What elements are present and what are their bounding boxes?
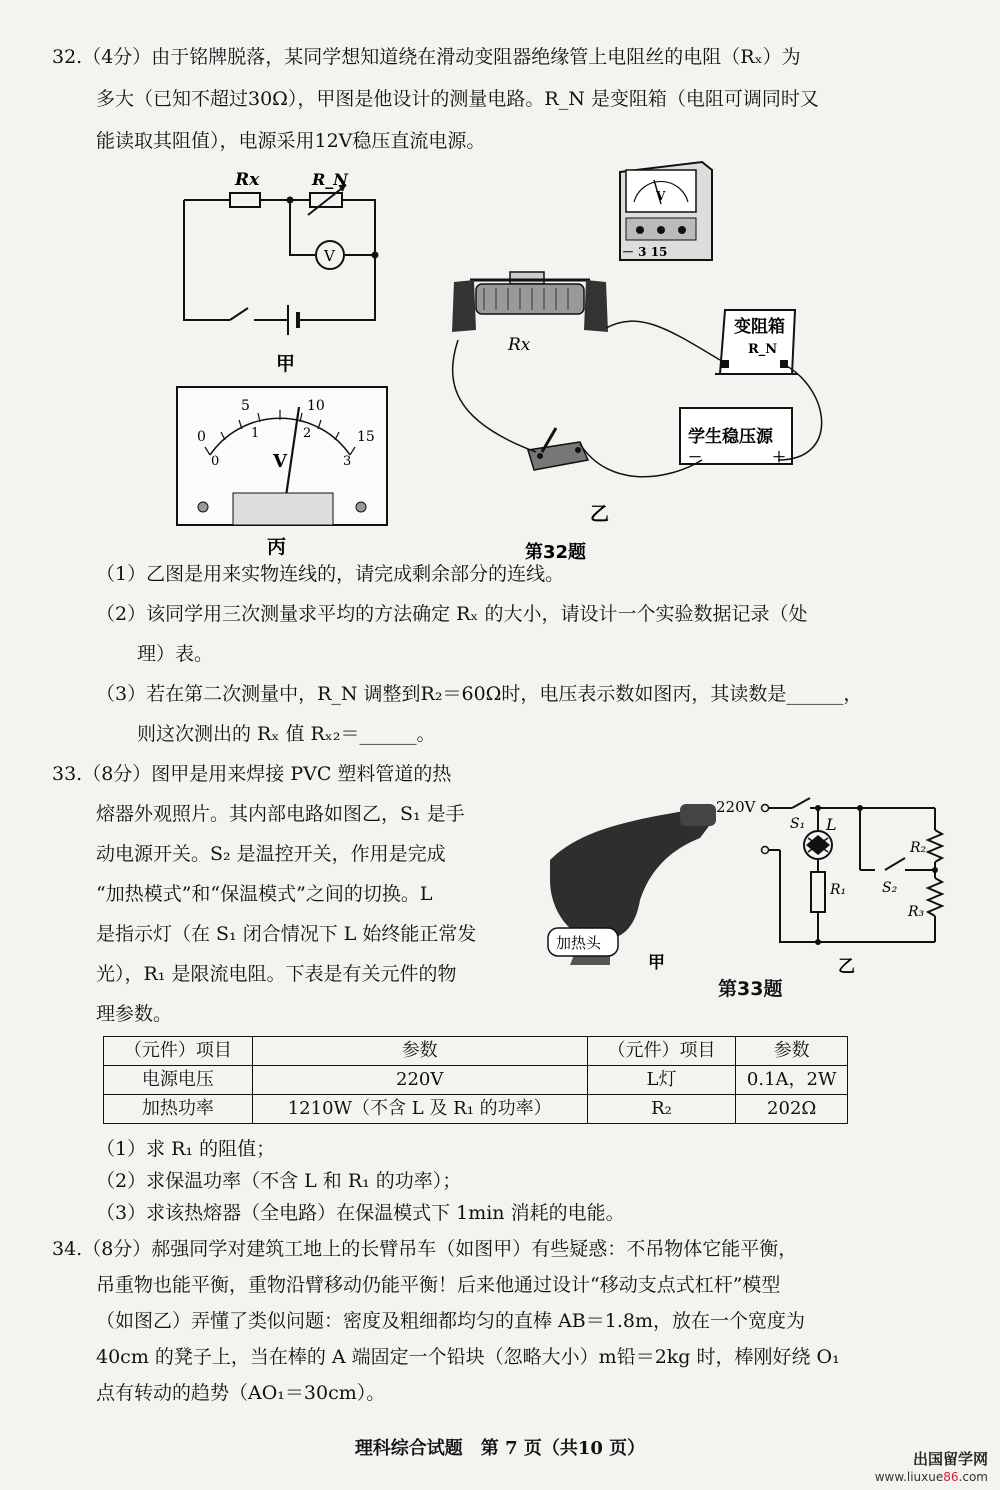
rx-physical-label: Rx (508, 335, 531, 355)
voltage-label: 220V (716, 798, 756, 816)
q34-line-4: 40cm 的凳子上，当在棒的 A 端固定一个铅块（忽略大小）m铅＝2kg 时，棒刚好绕 O₁ (96, 1346, 840, 1368)
q33-line-1: 33.（8分）图甲是用来焊接 PVC 塑料管道的热 (52, 763, 452, 785)
rx-label: Rx (235, 170, 260, 190)
figure-33-jia-label: 甲 (648, 953, 665, 973)
table-cell: 加热功率 (104, 1095, 253, 1124)
table-header-cell: （元件）项目 (587, 1037, 736, 1066)
q32-sub-2-cont: 理）表。 (137, 643, 214, 665)
dial-inner-0: 0 (211, 454, 220, 469)
q33-line-5: 是指示灯（在 S₁ 闭合情况下 L 始终能正常发 (96, 923, 477, 945)
q34-line-5: 点有转动的趋势（AO₁＝30cm）。 (96, 1382, 386, 1404)
dial-outer-15: 15 (357, 429, 375, 445)
q33-line-3: 动电源开关。S₂ 是温控开关，作用是完成 (96, 843, 446, 865)
dial-inner-2: 2 (303, 426, 312, 441)
table-cell: 1210W（不含 L 及 R₁ 的功率） (252, 1095, 587, 1124)
q32-sub-3: （3）若在第二次测量中，R_N 调整到R₂＝60Ω时，电压表示数如图丙，其读数是______， (96, 683, 863, 705)
watermark-url: www.liuxue86.com (874, 1470, 988, 1484)
table-cell: 202Ω (736, 1095, 848, 1124)
watermark-title: 出国留学网 (912, 1450, 988, 1468)
lamp-label: L (826, 815, 837, 834)
dial-outer-0: 0 (197, 429, 206, 445)
dial-inner-1: 1 (251, 426, 260, 441)
q32-line-1: 32.（4分）由于铭牌脱落，某同学想知道绕在滑动变阻器绝缘管上电阻丝的电阻（Rₓ）为 (52, 46, 801, 68)
page-footer: 理科综合试题 第 7 页（共10 页） (354, 1438, 646, 1459)
resistance-box-label: 变阻箱 (734, 317, 785, 337)
figure-33-yi-circuit (710, 790, 960, 980)
q33-line-7: 理参数。 (96, 1003, 173, 1025)
q32-line-2: 多大（已知不超过30Ω），甲图是他设计的测量电路。R_N 是变阻箱（电阻可调同时又 (96, 88, 819, 110)
dial-outer-5: 5 (241, 398, 250, 414)
q34-line-3: （如图乙）弄懂了类似问题：密度及粗细都均匀的直棒 AB＝1.8m，放在一个宽度为 (96, 1310, 805, 1332)
q32-sub-2: （2）该同学用三次测量求平均的方法确定 Rₓ 的大小，请设计一个实验数据记录（处 (96, 603, 808, 625)
s2-label: S₂ (882, 880, 898, 896)
figure-33-jia-photo (540, 790, 730, 975)
q33-line-6: 光），R₁ 是限流电阻。下表是有关元件的物 (96, 963, 457, 985)
q33-sub-2: （2）求保温功率（不含 L 和 R₁ 的功率）； (96, 1170, 462, 1192)
knife-switch-icon (528, 428, 588, 470)
figure-bing-label: 丙 (267, 536, 287, 558)
heating-head-label: 加热头 (556, 934, 602, 952)
table-cell: R₂ (587, 1095, 736, 1124)
figure-33-yi-label: 乙 (838, 957, 855, 977)
dial-inner-3: 3 (343, 454, 352, 469)
table-cell: L灯 (587, 1066, 736, 1095)
svg-text:V: V (656, 189, 666, 203)
table-row (104, 1066, 848, 1095)
table-header-cell: （元件）项目 (104, 1037, 253, 1066)
figure-32-yi-wiring (440, 160, 850, 570)
table-header-cell: 参数 (252, 1037, 587, 1066)
r1-label: R₁ (830, 882, 847, 898)
q33-sub-3: （3）求该热熔器（全电路）在保温模式下 1min 消耗的电能。 (96, 1202, 625, 1224)
q33-line-2: 熔器外观照片。其内部电路如图乙，S₁ 是手 (96, 803, 465, 825)
table-cell: 0.1A，2W (736, 1066, 848, 1095)
svg-text:－: － (688, 450, 702, 466)
figure-jia-label: 甲 (276, 353, 296, 375)
q32-line-3: 能读取其阻值），电源采用12V稳压直流电源。 (96, 130, 486, 152)
dial-unit-symbol: V (273, 451, 287, 472)
indicator-lamp-icon (804, 831, 832, 859)
q33-line-4: “加热模式”和“保温模式”之间的切换。L (96, 883, 433, 905)
table-header-row (104, 1037, 848, 1066)
table-header-cell: 参数 (736, 1037, 848, 1066)
s1-label: S₁ (790, 816, 806, 832)
rn-label: R_N (312, 170, 348, 189)
power-supply-device (680, 408, 792, 466)
voltmeter-device-icon (620, 162, 712, 260)
r3-label: R₃ (908, 904, 925, 920)
dial-outer-10: 10 (307, 398, 325, 414)
q33-parameter-table (103, 1036, 848, 1124)
q33-sub-1: （1）求 R₁ 的阻值； (96, 1138, 276, 1160)
slide-rheostat-icon (452, 272, 608, 332)
svg-text:＋: ＋ (772, 450, 786, 466)
table-cell: 220V (252, 1066, 587, 1095)
site-watermark (875, 1450, 988, 1486)
figure-32-caption: 第32题 (525, 542, 587, 563)
q34-line-1: 34.（8分）郝强同学对建筑工地上的长臂吊车（如图甲）有些疑惑：不吊物体它能平衡， (52, 1238, 798, 1260)
table-row (104, 1095, 848, 1124)
q32-sub-3-cont: 则这次测出的 Rₓ 值 Rₓ₂＝______。 (137, 723, 436, 745)
resistance-box-device (715, 310, 798, 374)
figure-32-bing-dial (175, 385, 390, 560)
power-supply-label: 学生稳压源 (688, 427, 773, 447)
q34-line-2: 吊重物也能平衡，重物沿臂移动仍能平衡！后来他通过设计“移动支点式杠杆”模型 (96, 1274, 781, 1296)
meter-terminal-labels: － 3 15 (622, 245, 668, 259)
figure-32-jia-circuit (170, 165, 400, 380)
resistance-box-sub-label: R_N (748, 342, 778, 357)
figure-33-caption: 第33题 (718, 978, 783, 1000)
q32-sub-1: （1）乙图是用来实物连线的，请完成剩余部分的连线。 (96, 563, 565, 585)
voltmeter-symbol: V (324, 247, 335, 265)
r2-label: R₂ (910, 840, 927, 856)
table-cell: 电源电压 (104, 1066, 253, 1095)
figure-yi-label: 乙 (590, 503, 610, 525)
